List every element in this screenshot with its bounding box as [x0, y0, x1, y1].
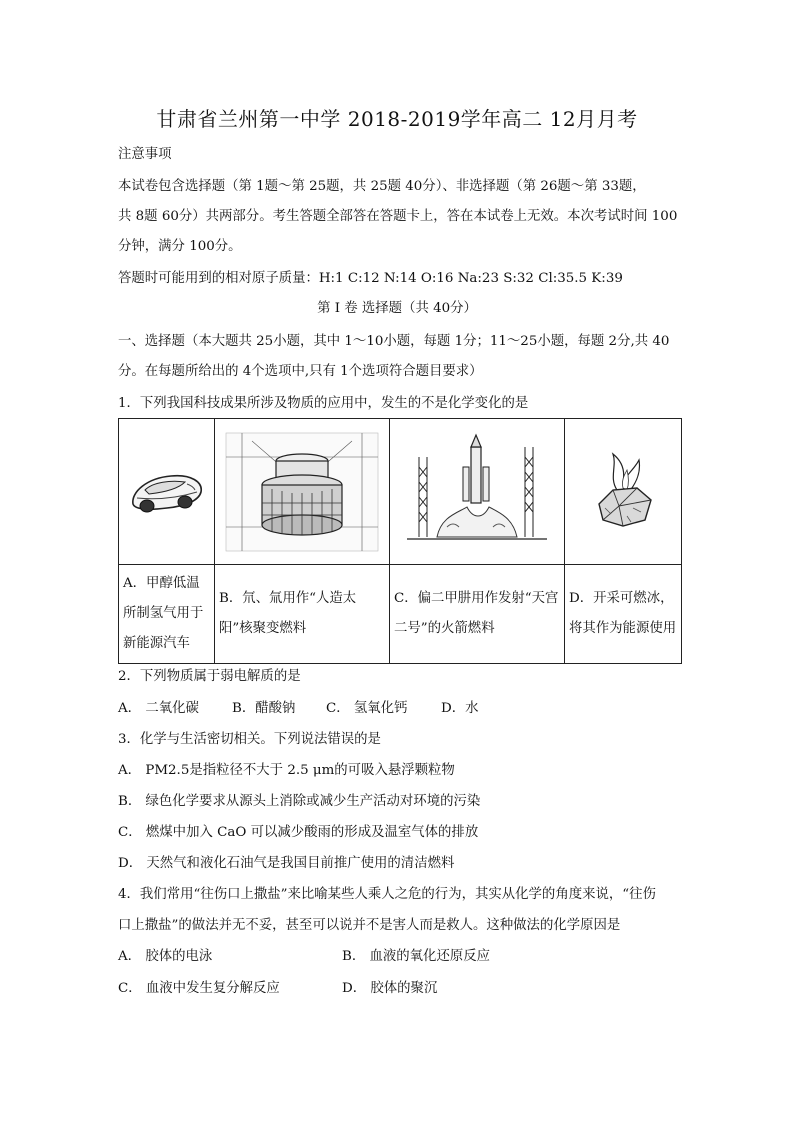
fusion-reactor-icon [222, 427, 382, 557]
q4-option-a: A． 胶体的电泳 [118, 949, 213, 964]
q1-image-cell-c [390, 419, 565, 565]
section-title: 第 I 卷 选择题（共 40分） [317, 301, 477, 316]
q1-image-cell-d [565, 419, 682, 565]
q4-option-d: D． 胶体的聚沉 [342, 981, 438, 996]
q3-option-a: A． PM2.5是指粒径不大于 2.5 μm的可吸入悬浮颗粒物 [118, 763, 455, 778]
q2-option-d: D．水 [441, 701, 479, 716]
q2-stem: 2．下列物质属于弱电解质的是 [118, 669, 301, 684]
q1-option-b: B．氘、氚用作“人造太阳”核聚变燃料 [215, 565, 390, 664]
q3-option-b: B． 绿色化学要求从源头上消除或减少生产活动对环境的污染 [118, 794, 481, 809]
q4-stem-line: 口上撒盐”的做法并无不妥，甚至可以说并不是害人而是救人。这种做法的化学原因是 [118, 918, 621, 933]
q3-option-d: D． 天然气和液化石油气是我国目前推广使用的清洁燃料 [118, 856, 455, 871]
rocket-launch-icon [397, 427, 557, 557]
q1-image-cell-b [215, 419, 390, 565]
q1-option-a: A．甲醇低温所制氢气用于新能源汽车 [119, 565, 215, 664]
q3-option-c: C． 燃煤中加入 CaO 可以减少酸雨的形成及温室气体的排放 [118, 825, 479, 840]
notice-heading: 注意事项 [118, 147, 172, 162]
atomic-masses-line: 答题时可能用到的相对原子质量：H:1 C:12 N:14 O:16 Na:23 S:32 Cl:35.5 K:39 [118, 271, 623, 286]
q2-option-c: C． 氢氧化钙 [326, 701, 408, 716]
notice-line: 共 8题 60分）共两部分。考生答题全部答在答题卡上，答在本试卷上无效。本次考试时间 100 [118, 209, 678, 224]
q1-option-c: C．偏二甲肼用作发射“天宫二号”的火箭燃料 [390, 565, 565, 664]
q4-option-c: C． 血液中发生复分解反应 [118, 981, 280, 996]
car-icon [127, 462, 207, 522]
q4-stem-line: 4．我们常用“往伤口上撒盐”来比喻某些人乘人之危的行为，其实从化学的角度来说，“往伤 [118, 887, 656, 902]
q1-options-table [118, 418, 682, 664]
section-instruction: 分。在每题所给出的 4个选项中,只有 1个选项符合题目要求） [118, 364, 483, 379]
notice-line: 分钟，满分 100分。 [118, 239, 242, 254]
page-title: 甘肃省兰州第一中学 2018-2019学年高二 12月月考 [156, 107, 638, 131]
q4-option-b: B． 血液的氧化还原反应 [342, 949, 491, 964]
q2-option-a: A． 二氧化碳 [118, 701, 199, 716]
burning-ice-icon [583, 442, 663, 542]
q1-option-d: D．开采可燃冰，将其作为能源使用 [565, 565, 682, 664]
q2-option-b: B．醋酸钠 [232, 701, 296, 716]
notice-line: 本试卷包含选择题（第 1题～第 25题，共 25题 40分）、非选择题（第 26题～第 33题， [118, 179, 646, 194]
section-instruction: 一、选择题（本大题共 25小题，其中 1～10小题，每题 1分；11～25小题，每题 2分,共 40 [118, 334, 670, 349]
q1-image-cell-a [119, 419, 215, 565]
q3-stem: 3．化学与生活密切相关。下列说法错误的是 [118, 732, 381, 747]
q1-stem: 1．下列我国科技成果所涉及物质的应用中，发生的不是化学变化的是 [118, 396, 529, 411]
